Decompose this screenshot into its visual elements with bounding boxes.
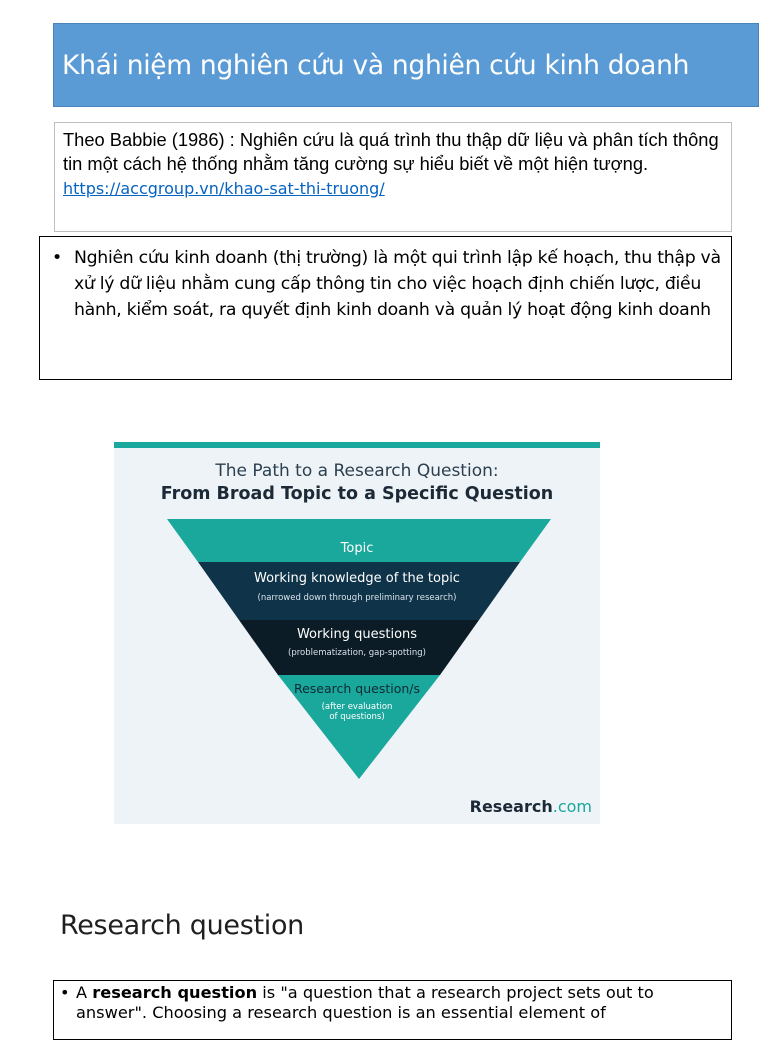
definition-text: Theo Babbie (1986) : Nghiên cứu là quá trình thu thập dữ liệu và phân tích thông tin một cách hệ thống nhằm tăng cường sự hiểu biết về một hiện tượng. [63,129,719,174]
label-working-knowledge-sub: (narrowed down through preliminary research) [257,593,457,603]
business-research-box [39,236,732,380]
rq-text-bold: research question [92,983,258,1002]
label-working-knowledge: Working knowledge of the topic [254,571,460,586]
research-question-figure [114,442,600,824]
rq-text-pre: A [76,983,93,1002]
figure-subtitle: The Path to a Research Question: [215,461,499,481]
label-working-questions: Working questions [296,627,418,642]
definition-link[interactable]: https://accgroup.vn/khao-sat-thi-truong/ [63,179,385,198]
bullet: • [52,248,63,268]
brand-name: Research [469,797,553,816]
label-research-question-sub-1: (after evaluation [321,702,393,712]
research-question-heading: Research question [60,910,304,941]
label-topic: Topic [340,541,374,556]
business-research-text: Nghiên cứu kinh doanh (thị trường) là một qui trình lập kế hoạch, thu thập và xử lý dữ liệu nhằm cung cấp thông tin cho việc hoạch định chiến lược, điều hành, kiểm soát, ra quyết định kinh doanh và quản lý hoạt động kinh doanh [74,248,721,320]
label-research-question: Research question/s [293,681,421,696]
brand-suffix: .com [552,797,592,816]
rq-text-post: is "a question that a research project sets out to answer". Choosing a research question is an essential element of [76,983,654,1022]
label-research-question-sub-2: of questions) [329,712,385,722]
figure-title: From Broad Topic to a Specific Question [160,484,554,504]
research-question-definition [76,983,725,1023]
research-com-logo [470,797,592,816]
definition-box [54,122,732,232]
research-question-box [53,980,732,1040]
label-working-questions-sub: (problematization, gap-spotting) [288,648,426,658]
bullet: • [60,983,70,1002]
slide-title-bar [53,23,759,107]
slide-title: Khái niệm nghiên cứu và nghiên cứu kinh doanh [62,49,690,81]
